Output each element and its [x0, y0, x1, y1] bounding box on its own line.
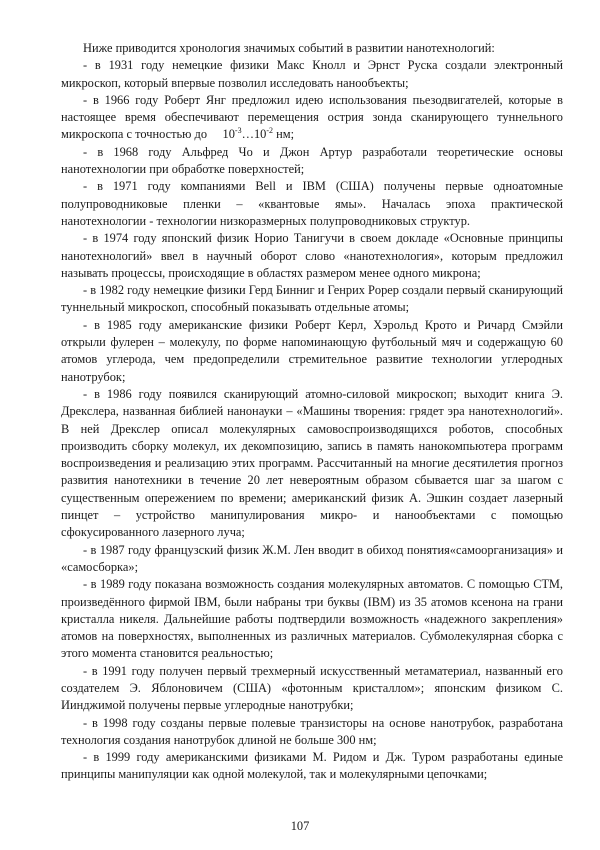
event-1985: - в 1985 году американские физики Роберт Керл, Хэрольд Крото и Ричард Смэйли открыли фулерен – молекулу, по форме напоминающую футбольный мяч и содержащую 60 атомов углерода, чем предопределили стремительное развитие технологии углеродных нанотрубок; — [61, 317, 563, 384]
precision-base-2: 10 — [253, 127, 267, 142]
precision-base-1: 10 — [222, 127, 235, 142]
document-body — [61, 40, 563, 784]
intro-paragraph: Ниже приводится хронология значимых событий в развитии нанотехнологий: — [83, 41, 495, 55]
precision-separator: … — [241, 127, 254, 142]
precision-unit: нм; — [273, 127, 295, 142]
event-1968: - в 1968 году Альфред Чо и Джон Артур разработали теоретические основы нанотехнологии при обработке поверхностей; — [61, 144, 563, 177]
event-1991: - в 1991 году получен первый трехмерный искусственный метаматериал, названный его создателем Э. Яблоновичем (США) «фотонным кристаллом»; японским физиком С. Иинджимой получены первые углеродные нанотрубки; — [61, 663, 563, 713]
event-1987: - в 1987 году французский физик Ж.М. Лен вводит в обиход понятия«самоорганизация» и «самосборка»; — [61, 542, 563, 574]
event-1989: - в 1989 году показана возможность создания молекулярных автоматов. С помощью СТМ, произведённого фирмой IBM, были набраны три буквы (IBM) из 35 атомов ксенона на грани кристалла никеля. Дальнейшие работы подтвердили возможность «надежного закрепления» атомов на поверхностях, выполненных из различных материалов. Субмолекулярная сборка с этого момента становится реальностью; — [61, 577, 563, 661]
event-1974: - в 1974 году японский физик Норио Танигучи в своем докладе «Основные принципы нанотехнологий» ввел в научный оборот слово «нанотехнология», которым предложил называть процессы, происходящие в областях размером менее одного микрона; — [61, 231, 563, 280]
event-1971: - в 1971 году компаниями Bell и IBM (США) получены первые одноатомные полупроводниковые пленки – «квантовые ямы». Началась эпоха практической нанотехнологии - технологии низкоразмерных полупроводниковых структур. — [61, 179, 563, 228]
event-1966 — [61, 92, 563, 144]
event-1982: - в 1982 году немецкие физики Герд Бинниг и Генрих Popep создали первый сканирующий туннельный микроскоп, способный показывать отдельные атомы; — [61, 283, 563, 315]
event-1931: - в 1931 году немецкие физики Макс Кнолл и Эрнст Руска создали электронный микроскоп, который впервые позволил исследовать нанообъекты; — [61, 58, 563, 90]
event-1986: - в 1986 году появился сканирующий атомно-силовой микроскоп; выходит книга Э. Дрекслера, названная библией нанонауки – «Машины творения: грядет эра нанотехнологий». В ней Дрекслер описал молекулярных самовоспроизводящихся роботов, способных производить сборку молекул, их декомпозицию, запись в память нанокомпьютера программ воспроизведения и реализацию этих программ. Рассчитанный на многие десятилетия прогноз развития нанотехники в течение 20 лет невероятным образом сбывается шаг за шагом с существенным опережением по времени; американский физик А. Эшкин создает лазерный пинцет – устройство манипулирования микро- и нанообъектами с помощью сфокусированного лазерного луча; — [61, 386, 563, 540]
event-1966-text: - в 1966 году Роберт Янг предложил идею использования пьезодвигателей, которые в настоящее время обеспечивают перемещения острия зонда сканирующего туннельного микроскопа с точностью до — [61, 92, 563, 142]
event-1998: - в 1998 году созданы первые полевые транзисторы на основе нанотрубок, разработана технология создания нанотрубок длиной не больше 300 нм; — [61, 715, 563, 747]
event-1999: - в 1999 году американскими физиками М. Ридом и Дж. Туром разработаны единые принципы манипуляции как одной молекулой, так и молекулярными цепочками; — [61, 750, 563, 782]
precision-exp-2: -2 — [266, 126, 274, 136]
page-number: 107 — [290, 819, 310, 833]
precision-exp-1: -3 — [234, 126, 242, 136]
